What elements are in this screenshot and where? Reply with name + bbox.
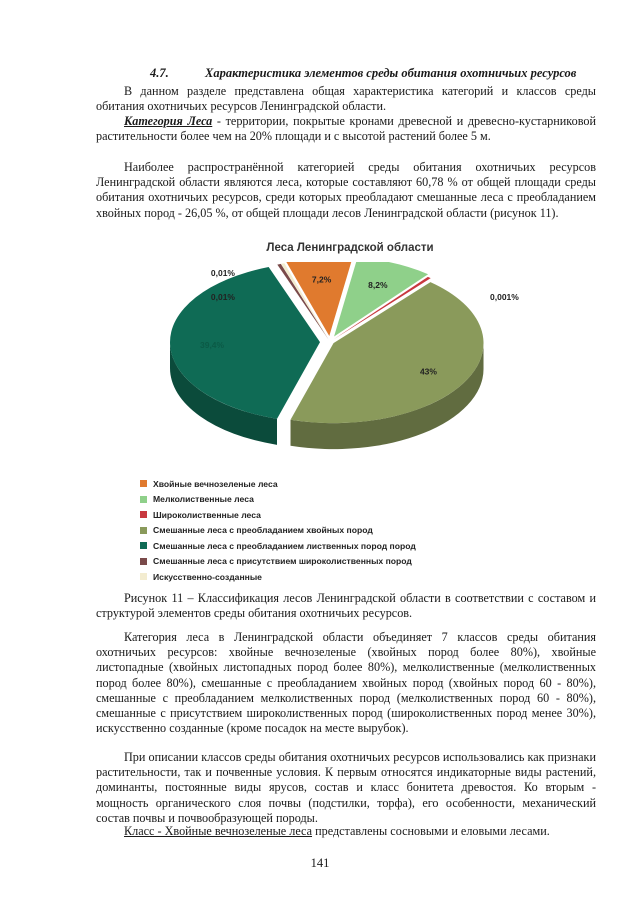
legend-item [140, 538, 416, 554]
forest-share-paragraph: Наиболее распространённой категорией среды обитания охотничьих ресурсов Ленинградской области являются леса, которые составляют 60,78 % от общей площади среды обитания охотничьих ресурсов, среди которых преобладают смешанные леса с преобладанием хвойных пород - 26,05 %, от общей площади лесов Ленинградской области (рисунок 11). [96, 160, 596, 220]
figure-caption: Рисунок 11 – Классификация лесов Ленинградской области в соответствии с составом и структурой элементов среды обитания охотничьих ресурсов. [96, 591, 596, 621]
classes-paragraph: Категория леса в Ленинградской области объединяет 7 классов среды обитания охотничьих ресурсов: хвойные вечнозеленые (хвойных пород более 80%), хвойные листопадные (хвойных листопадных пород более 80%), мелколиственные (мелколиственных пород более 80%), смешанные с преобладанием хвойных пород (хвойных пород 60 - 80%), смешанные с преобладанием мелколиственных пород (мелколиственных пород 60 - 80%), смешанные с присутствием широколиственных пород (широколиственных пород менее 30%), искусственно созданные (кроме посадок на месте вырубок). [96, 630, 596, 736]
category-text: - территории, покрытые кронами древесной и древесно-кустарниковой растительности более чем на 20% площади и с высотой растений более 5 м. [96, 114, 596, 144]
section-title: Характеристика элементов среды обитания охотничьих ресурсов [205, 66, 577, 80]
slice-label: 39,4% [199, 339, 225, 350]
legend-swatch [140, 496, 147, 503]
slice-label: 43% [419, 366, 437, 377]
legend-item [140, 569, 416, 585]
legend-swatch [140, 573, 147, 580]
class-text: представлены сосновыми и еловыми лесами. [312, 824, 550, 838]
legend-item [140, 492, 416, 508]
section-heading [150, 66, 610, 81]
legend-swatch [140, 480, 147, 487]
slice-label: 0,001% [490, 292, 519, 302]
category-paragraph [96, 114, 596, 144]
legend-label: Широколиственные леса [153, 509, 261, 520]
legend-label: Мелколиственные леса [153, 494, 254, 505]
legend-swatch [140, 511, 147, 518]
slice-label: 0,01% [210, 292, 235, 302]
legend-label: Смешанные леса с присутствием широколиственных пород [153, 556, 412, 567]
legend-item [140, 554, 416, 570]
legend-label: Смешанные леса с преобладанием хвойных пород [153, 525, 373, 536]
slice-label: 0,01% [210, 268, 235, 278]
signs-paragraph: При описании классов среды обитания охотничьих ресурсов использовались как признаки растительности, так и почвенные условия. К первым относятся индикаторные виды растений, доминанты, постоянные виды ярусов, состав и класс бонитета древостоя. Ко вторым - мощность органического слоя почвы (подстилки, торфа), его особенности, механический состав почвы и почвообразующей породы. [96, 750, 596, 825]
intro-paragraph: В данном разделе представлена общая характеристика категорий и классов среды обитания охотничьих ресурсов Ленинградской области. [96, 84, 596, 114]
class-lead: Класс - Хвойные вечнозеленые леса [124, 824, 313, 838]
legend-label: Искусственно-созданные [153, 571, 262, 582]
pie-chart [140, 262, 540, 472]
slice-label: 8,2% [368, 279, 388, 290]
page-number: 141 [310, 856, 330, 870]
legend-swatch [140, 542, 147, 549]
section-number: 4.7. [150, 66, 169, 80]
legend-item [140, 523, 416, 539]
slice-label: 7,2% [311, 274, 332, 285]
chart-title: Леса Ленинградской области [266, 242, 434, 254]
legend-label: Хвойные вечнозеленые леса [153, 478, 278, 489]
legend-swatch [140, 558, 147, 565]
legend-item [140, 476, 416, 492]
class-paragraph [96, 824, 596, 839]
legend-swatch [140, 527, 147, 534]
chart-legend [140, 476, 416, 585]
legend-item [140, 507, 416, 523]
legend-label: Смешанные леса с преобладанием лиственных пород пород [153, 540, 416, 551]
category-lead: Категория Леса [124, 114, 213, 128]
